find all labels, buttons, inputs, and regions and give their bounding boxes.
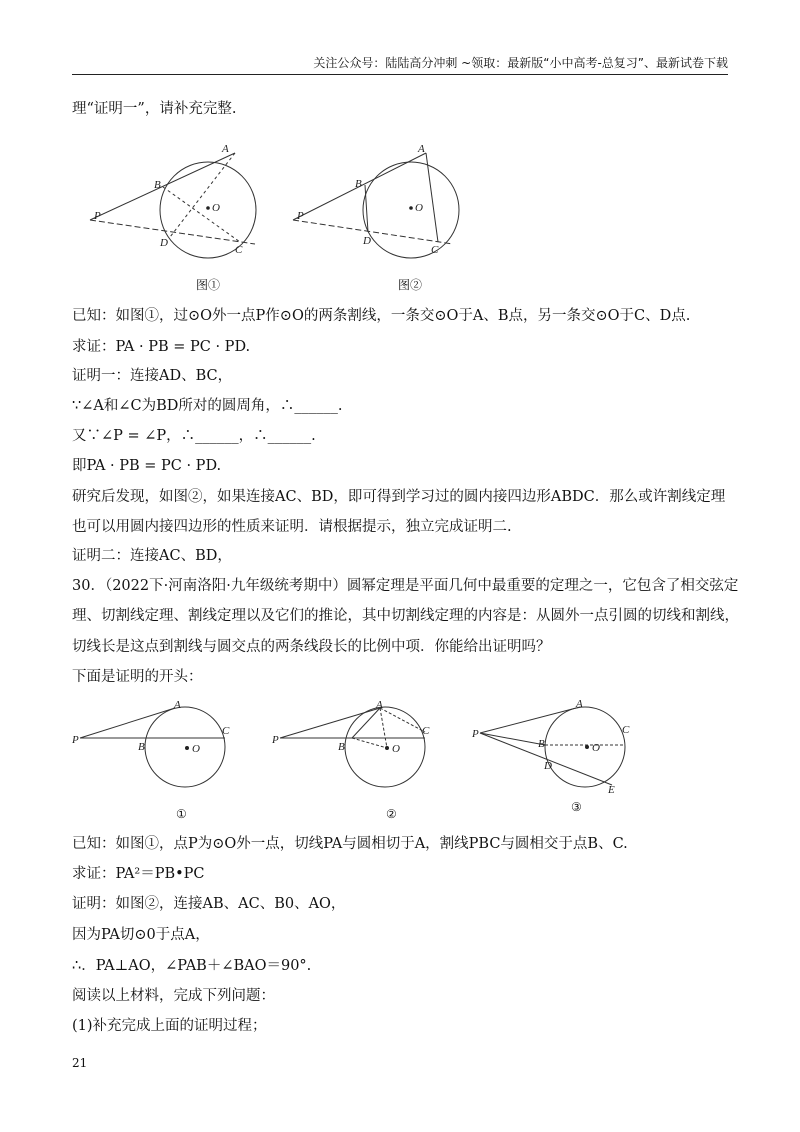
text-line: ∵∠A和∠C为BD所对的圆周角，∴______. <box>72 398 343 414</box>
label-O: O <box>415 202 423 214</box>
text-line: 下面是证明的开头： <box>72 669 203 685</box>
label-D: D <box>160 237 168 249</box>
label-O: O <box>592 742 600 754</box>
figure-5-caption: ③ <box>571 800 582 814</box>
figure-4-bottom <box>270 700 450 810</box>
page-number: 21 <box>72 1056 88 1070</box>
figure-2-caption: 图② <box>398 278 423 292</box>
label-C: C <box>222 725 230 737</box>
figure-5-bottom <box>470 695 650 805</box>
text-line: 因为PA切⊙0于点A， <box>72 927 210 943</box>
figure-3-bottom <box>70 700 250 810</box>
label-P: P <box>272 734 279 746</box>
label-A: A <box>174 699 181 711</box>
label-A: A <box>576 698 583 710</box>
label-O: O <box>212 202 220 214</box>
text-line: 研究后发现，如图②，如果连接AC、BD，即可得到学习过的圆内接四边形ABDC．那么或许割线定理 <box>72 489 726 505</box>
label-A: A <box>222 143 229 155</box>
text-line: 阅读以上材料，完成下列问题： <box>72 988 275 1004</box>
text-line: 切线长是这点到割线与圆交点的两条线段长的比例中项．你能给出证明吗？ <box>72 639 551 655</box>
text-line: 也可以用圆内接四边形的性质来证明．请根据提示，独立完成证明二. <box>72 519 512 535</box>
question-30-title: 30．（2022下·河南洛阳·九年级统考期中）圆幂定理是平面几何中最重要的定理之一，它包含了相交弦定 <box>72 578 739 594</box>
label-B: B <box>154 179 161 191</box>
text-line: 求证：PA²＝PB•PC <box>72 866 205 882</box>
label-D: D <box>544 760 552 772</box>
figure-1-caption: 图① <box>196 278 221 292</box>
text-line: 已知：如图①，过⊙O外一点P作⊙O的两条割线，一条交⊙O于A、B点，另一条交⊙O于C、D点. <box>72 308 691 324</box>
text-line: 理、切割线定理、割线定理以及它们的推论，其中切割线定理的内容是：从圆外一点引圆的切线和割线， <box>72 608 739 624</box>
label-C: C <box>235 244 243 256</box>
label-B: B <box>138 741 145 753</box>
page-header: 关注公众号：陆陆高分冲刺 ~领取：最新版“小中高考-总复习”、最新试卷下载 <box>72 54 728 75</box>
label-B: B <box>338 741 345 753</box>
label-P: P <box>297 210 304 222</box>
text-line: ∴．PA⊥AO，∠PAB＋∠BAO＝90°. <box>72 958 312 974</box>
figure-1-top <box>90 140 290 280</box>
label-E: E <box>608 784 615 796</box>
text-line: (1)补充完成上面的证明过程； <box>72 1018 267 1034</box>
label-P: P <box>472 728 479 740</box>
label-D: D <box>363 235 371 247</box>
label-B: B <box>538 738 545 750</box>
text-line: 证明：如图②，连接AB、AC、B0、AO， <box>72 896 346 912</box>
label-P: P <box>72 734 79 746</box>
text-line: 证明二：连接AC、BD， <box>72 548 232 564</box>
text-line: 证明一：连接AD、BC， <box>72 368 233 384</box>
text-line: 已知：如图①，点P为⊙O外一点，切线PA与圆相切于A，割线PBC与圆相交于点B、C. <box>72 836 628 852</box>
label-P: P <box>94 210 101 222</box>
figure-2-top <box>293 140 493 280</box>
label-A: A <box>418 143 425 155</box>
label-C: C <box>431 244 439 256</box>
text-line: 又∵∠P = ∠P，∴______，∴______. <box>72 428 316 444</box>
label-A: A <box>376 699 383 711</box>
label-C: C <box>422 725 430 737</box>
label-O: O <box>392 743 400 755</box>
label-B: B <box>355 178 362 190</box>
figure-4-caption: ② <box>386 807 397 821</box>
figure-3-caption: ① <box>176 807 187 821</box>
text-line: 即PA · PB = PC · PD. <box>72 458 222 474</box>
text-line: 理“证明一”，请补充完整. <box>72 101 237 117</box>
label-C: C <box>622 724 630 736</box>
text-line: 求证：PA · PB = PC · PD. <box>72 339 251 355</box>
label-O: O <box>192 743 200 755</box>
